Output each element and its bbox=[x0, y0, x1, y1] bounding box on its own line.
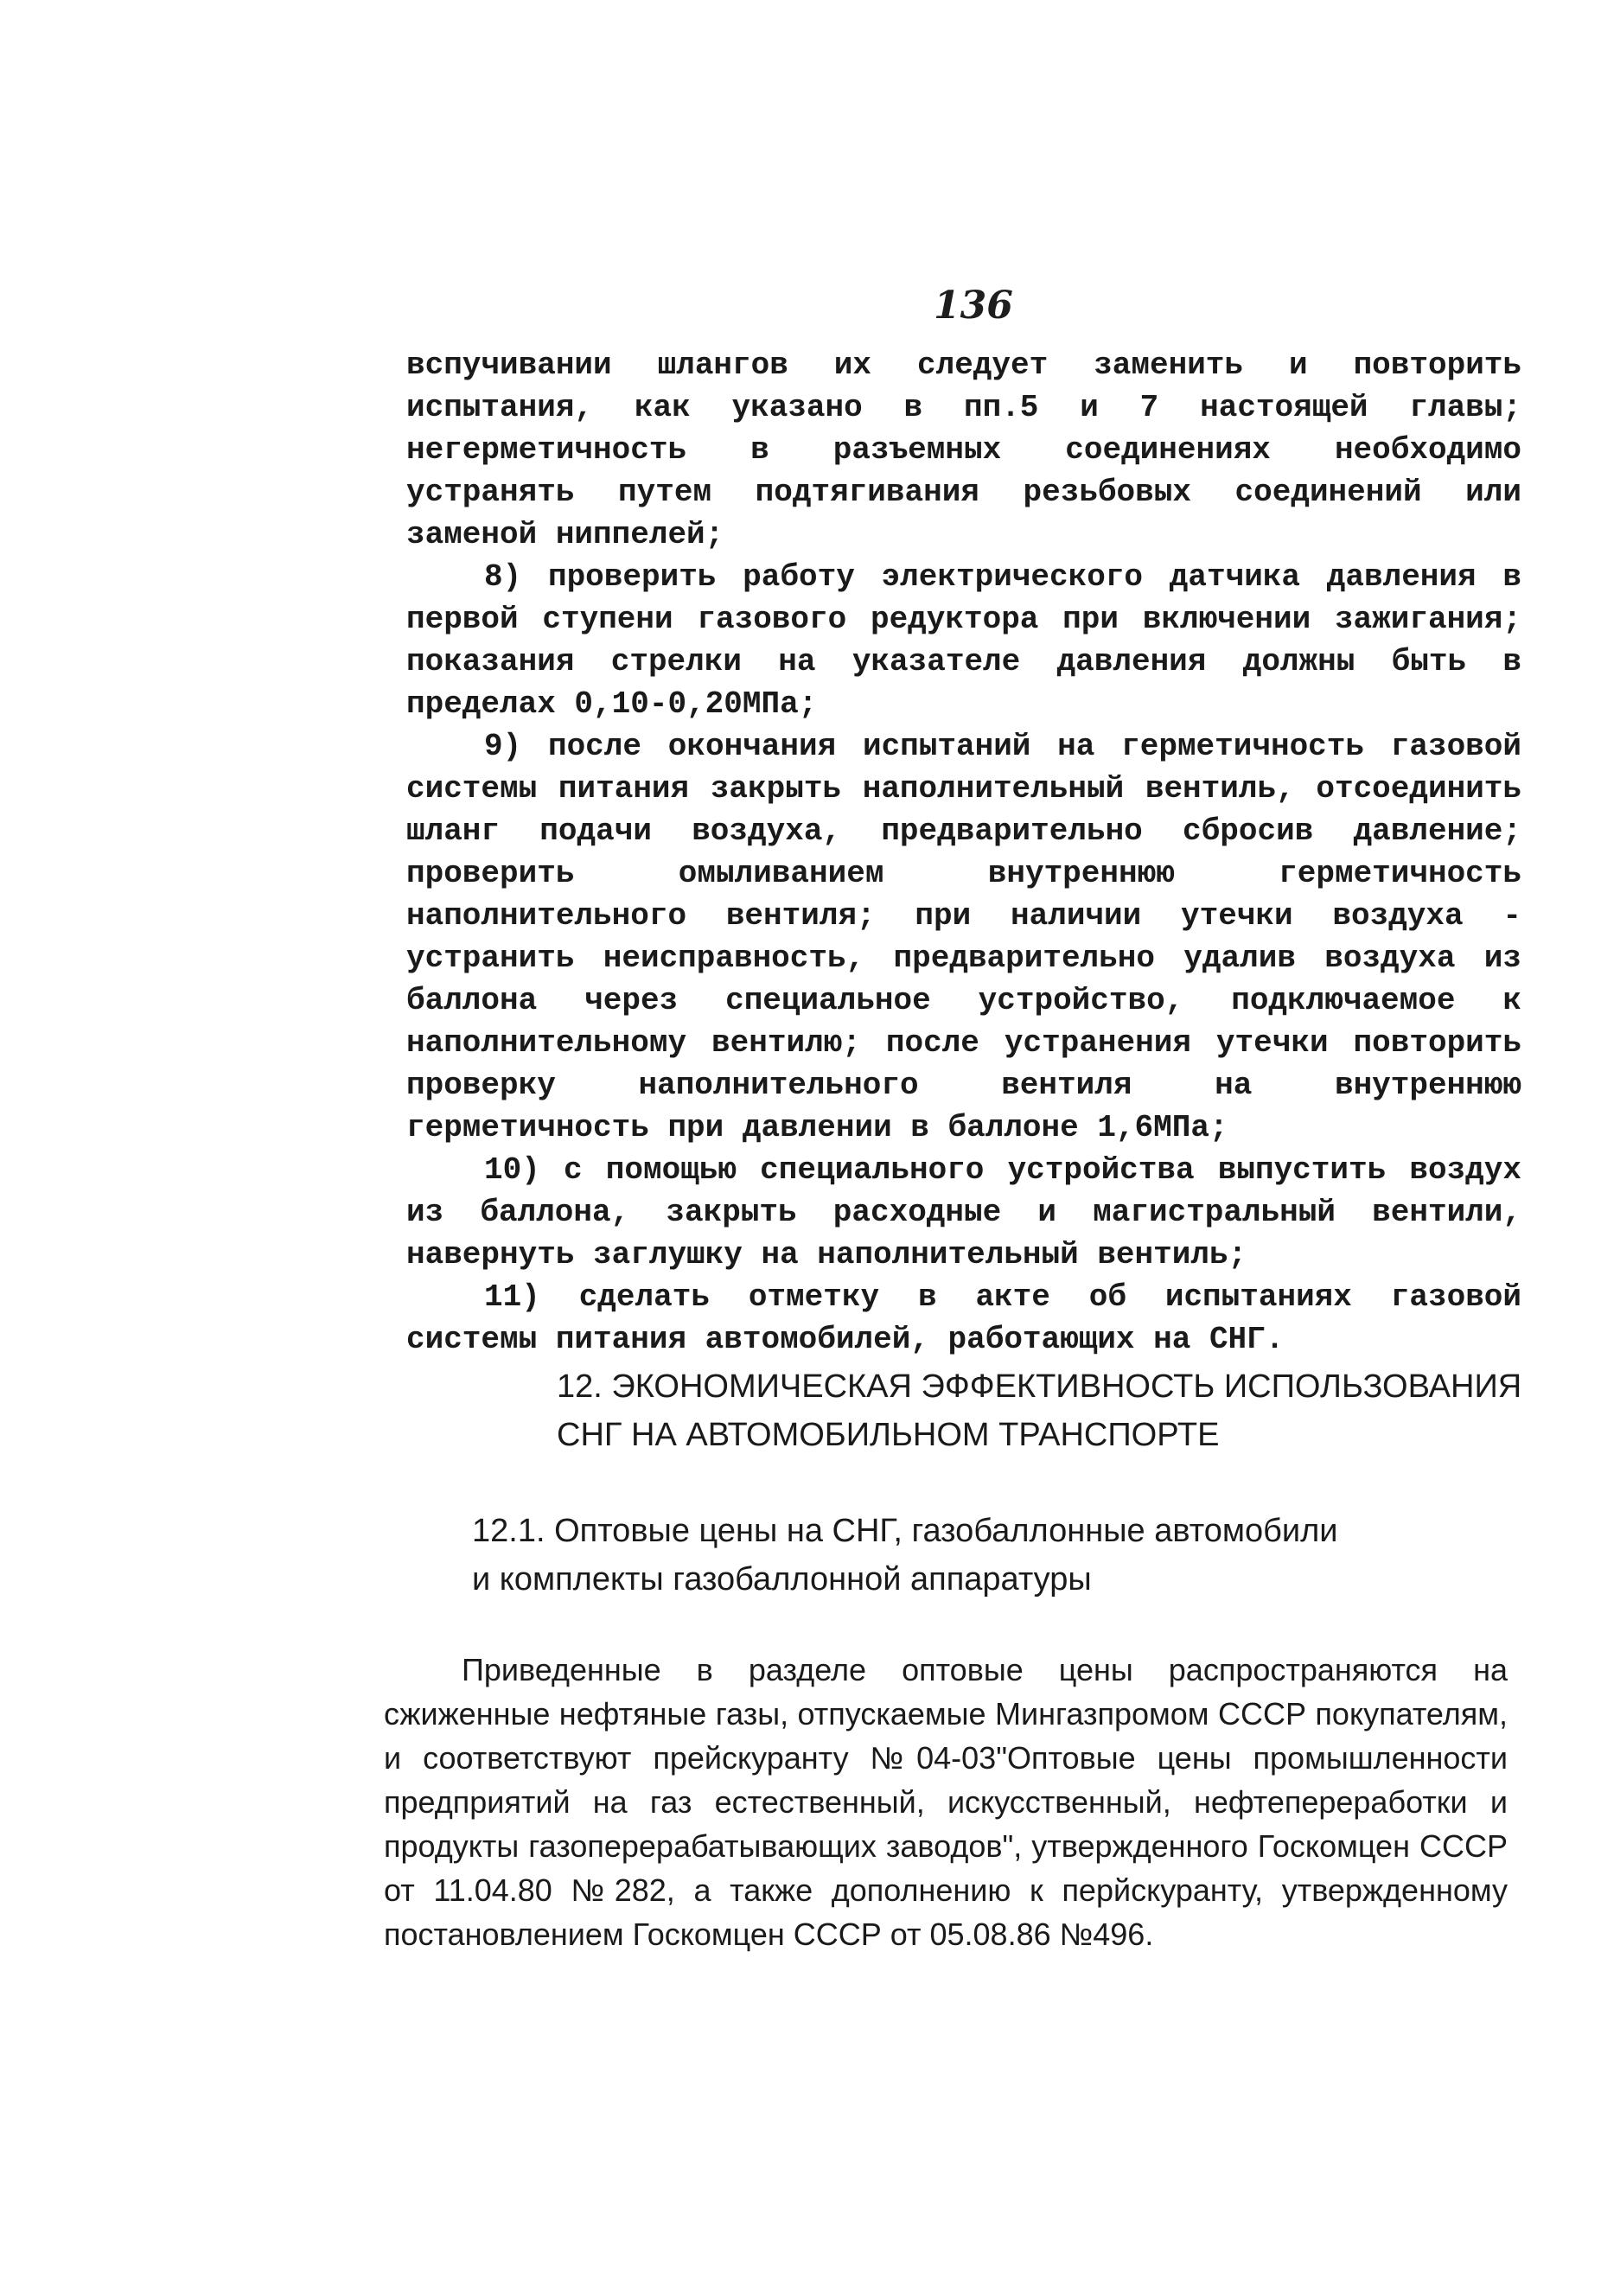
instructions-continuation bbox=[406, 344, 1521, 1361]
section-heading-line-2: СНГ НА АВТОМОБИЛЬНОМ ТРАНСПОРТЕ bbox=[557, 1417, 1220, 1453]
item-8: 8) проверить работу электрического датчика давления в первой ступени газового редуктора при включении зажигания; показания стрелки на указателе давления должны быть в пределах 0,10-0,20МПа; bbox=[406, 559, 1521, 722]
item-10: 10) с помощью специального устройства выпустить воздух из баллона, закрыть расходные и магистральный вентили, навернуть заглушку на наполнительный вентиль; bbox=[406, 1152, 1521, 1272]
subsection-heading-line-2: и комплекты газобаллонной аппаратуры bbox=[472, 1561, 1092, 1598]
page-number: 136 bbox=[934, 284, 1013, 328]
item-9: 9) после окончания испытаний на герметичность газовой системы питания закрыть наполнительный вентиль, отсоединить шланг подачи воздуха, предварительно сбросив давление; проверить омыливанием внутреннюю герметичность наполнительного вентиля; при наличии утечки воздуха - устранить неисправность, предварительно удалив воздуха из баллона через специальное устройство, подключаемое к наполнительному вентилю; после устранения утечки повторить проверку наполнительного вентиля на внутреннюю герметичность при давлении в баллоне 1,6МПа; bbox=[406, 729, 1521, 1145]
section-heading-line-1: 12. ЭКОНОМИЧЕСКАЯ ЭФФЕКТИВНОСТЬ ИСПОЛЬЗОВАНИЯ bbox=[557, 1368, 1522, 1405]
subsection-heading bbox=[472, 1507, 1337, 1604]
section-body bbox=[384, 1648, 1508, 1956]
paragraph-continued: вспучивании шлангов их следует заменить и повторить испытания, как указано в пп.5 и 7 настоящей главы; негерметичность в разъемных соединениях необходимо устранять путем подтягивания резьбовых соединений или заменой ниппелей; bbox=[406, 348, 1521, 552]
body-paragraph: Приведенные в разделе оптовые цены распространяются на сжиженные нефтяные газы, отпускаемые Мингазпромом СССР покупателям, и соответствуют прейскуранту №04-03"Оптовые цены промышленности предприятий на газ естественный, искусственный, нефтепереработки и продукты газоперерабатывающих заводов", утвержденного Госкомцен СССР от 11.04.80 №282, а также дополнению к перйскуранту, утвержденному постановлением Госкомцен СССР от 05.08.86 №496. bbox=[384, 1652, 1508, 1952]
item-11: 11) сделать отметку в акте об испытаниях газовой системы питания автомобилей, работающих на СНГ. bbox=[406, 1279, 1521, 1357]
subsection-heading-line-1: 12.1. Оптовые цены на СНГ, газобаллонные автомобили bbox=[472, 1513, 1338, 1549]
section-heading bbox=[557, 1362, 1521, 1459]
